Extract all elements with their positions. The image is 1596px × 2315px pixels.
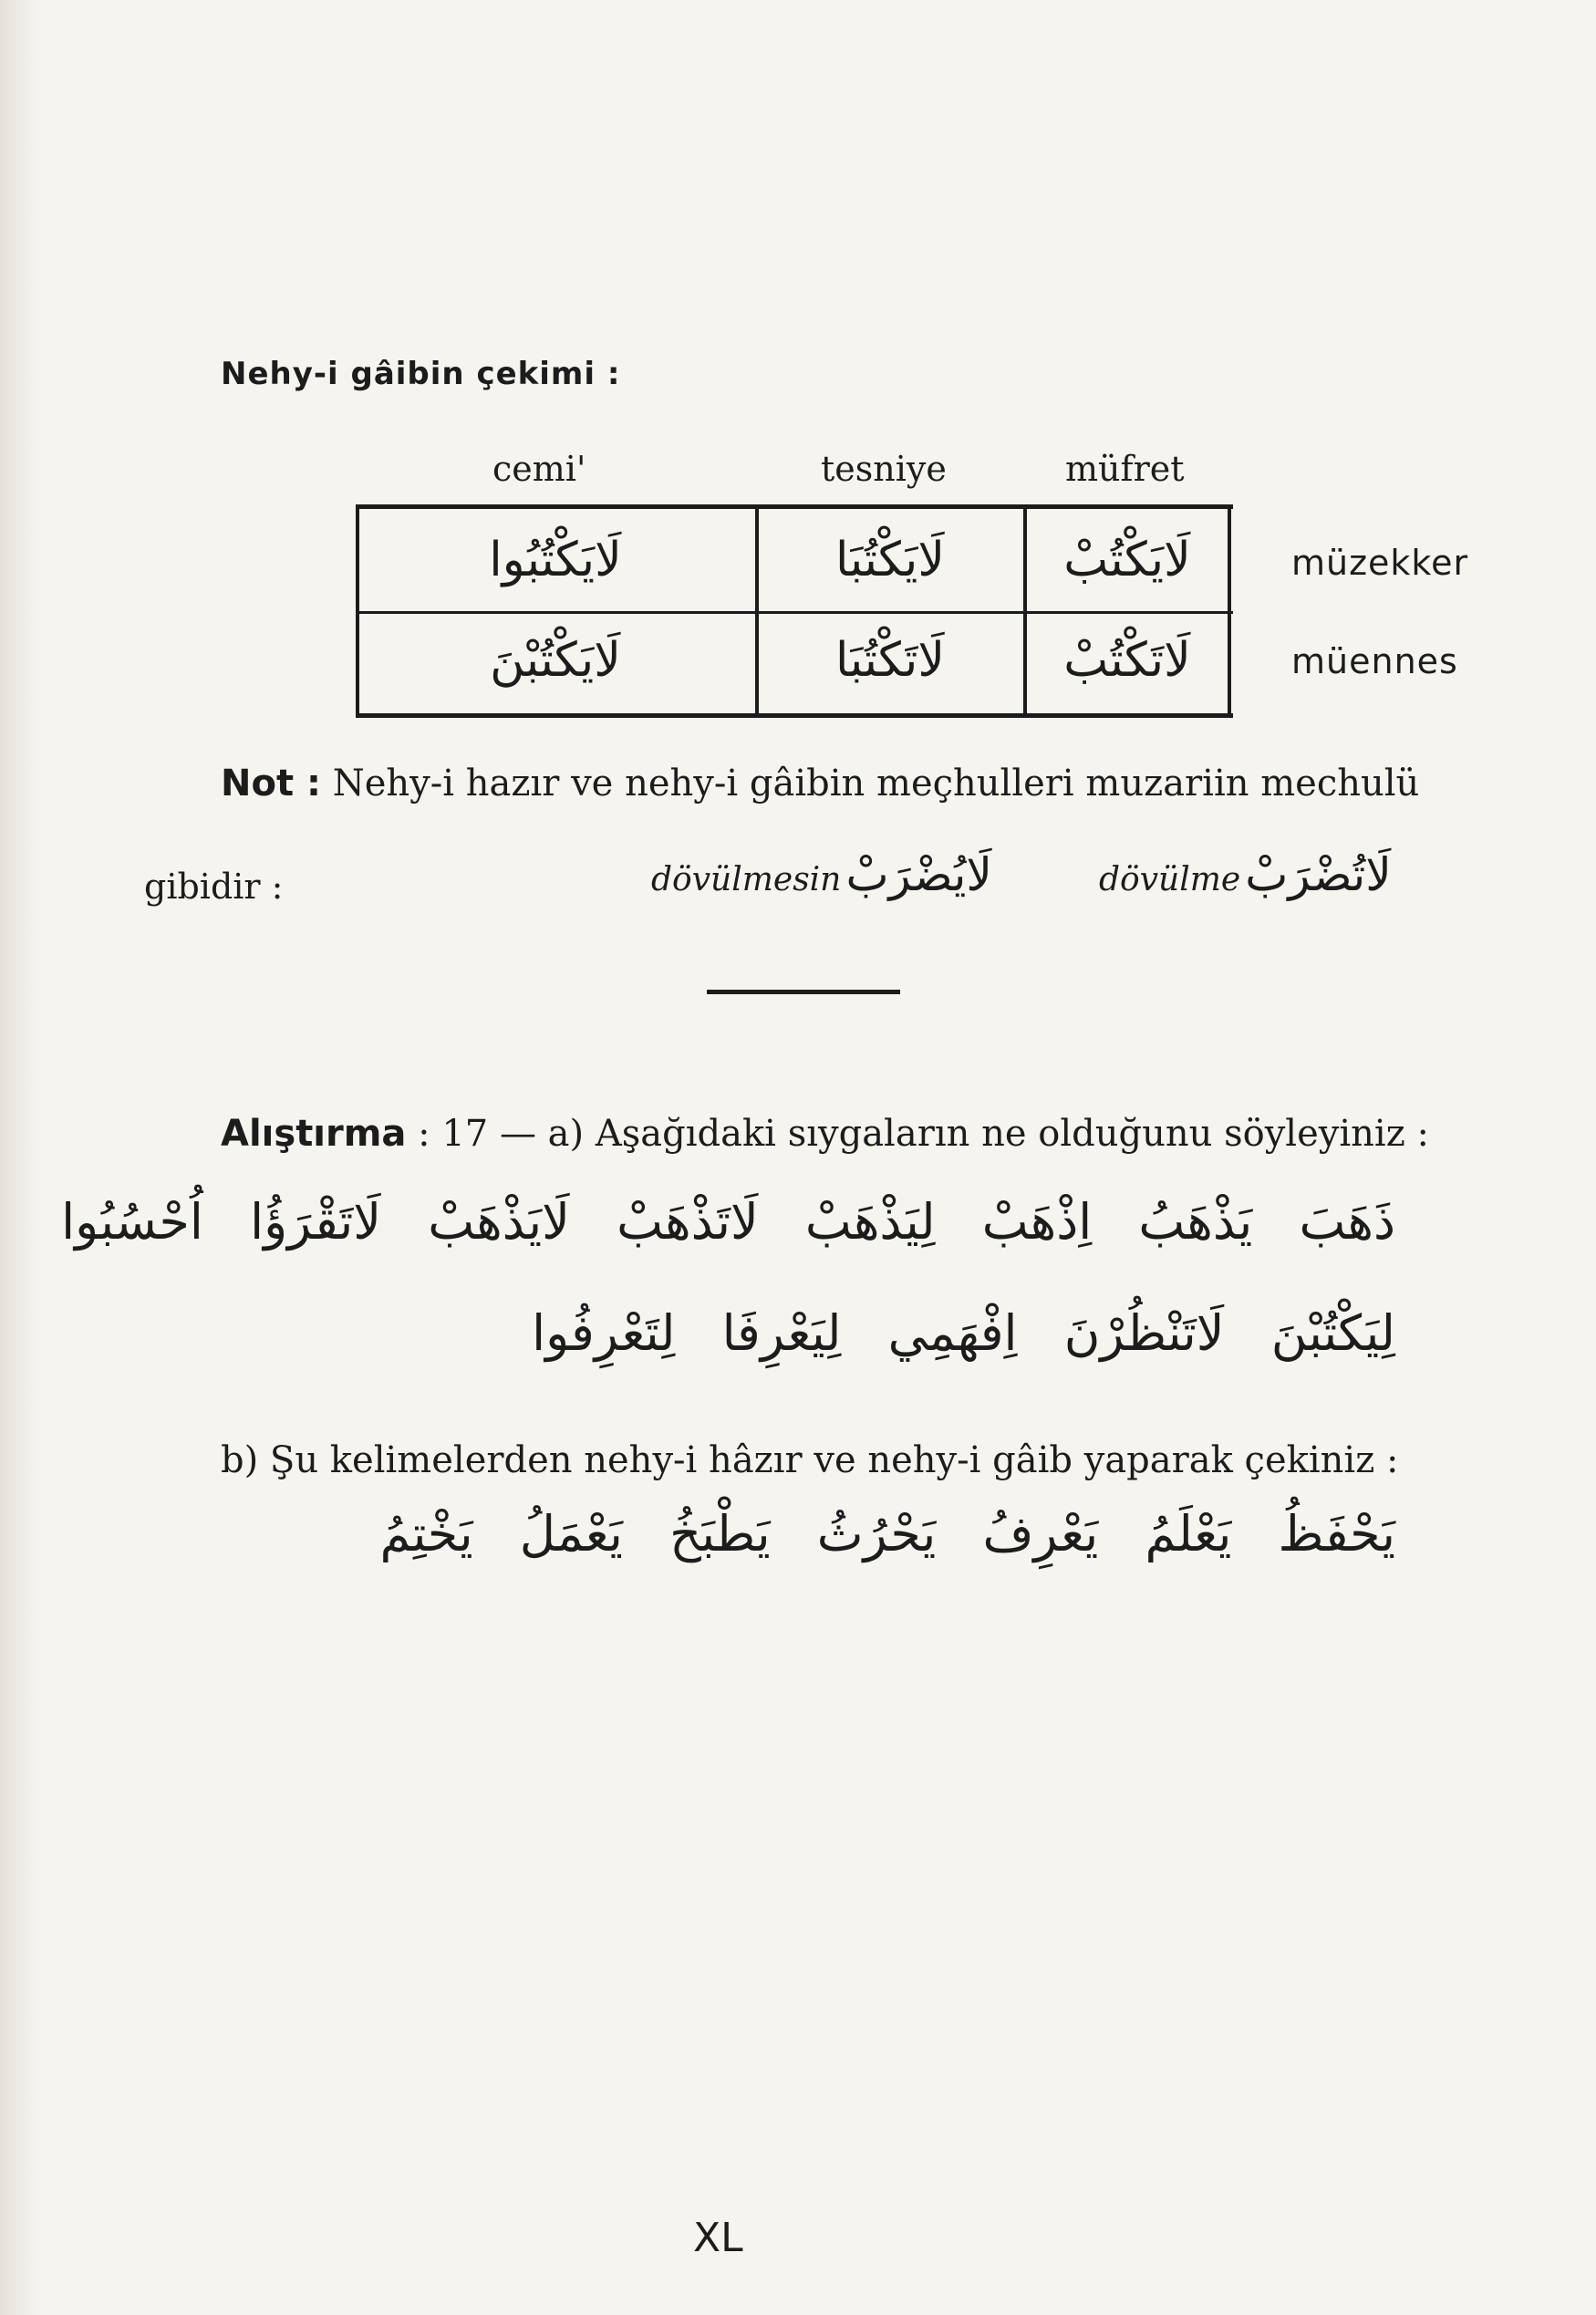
row-label-muennes: müennes: [1291, 641, 1458, 681]
exercise-label: Alıştırma: [221, 1113, 407, 1155]
table-row-divider: [356, 611, 1233, 614]
row-label-muzekker: müzekker: [1291, 543, 1469, 583]
cell-muennes-tesniye: لَاتَكْتُبَا: [834, 633, 946, 688]
exercise-arabic-line-3: يَحْفَظُ يَعْلَمُ يَعْرِفُ يَحْرُثُ يَطْبَخُ يَعْمَلُ يَخْتِمُ: [379, 1505, 1395, 1562]
note-text: Nehy-i hazır ve nehy-i gâibin meçhulleri muzariin mechulü: [332, 763, 1420, 805]
exercise-heading: [221, 1113, 1429, 1155]
example-arabic: لَاتُضْرَبْ: [1245, 848, 1392, 901]
cell-muzekker-cemi: لَايَكْتُبُوا: [489, 533, 622, 587]
note-example-2: [1099, 848, 1392, 901]
example-arabic: لَايُضْرَبْ: [845, 848, 992, 901]
section-divider: [707, 990, 900, 994]
note-label: Not :: [221, 763, 321, 805]
note-line: [221, 763, 1419, 805]
example-translation: dövülme: [1099, 861, 1241, 898]
column-header-mufret: müfret: [1065, 449, 1185, 489]
section-heading: Nehy-i gâibin çekimi :: [221, 356, 621, 392]
cell-muennes-cemi: لَايَكْتُبْنَ: [490, 633, 621, 688]
cell-muzekker-tesniye: لَايَكْتُبَا: [834, 533, 946, 587]
exercise-arabic-line-2: لِيَكْتُبْنَ لَاتَنْظُرْنَ اِفْهَمِي لِيَعْرِفَا لِتَعْرِفُوا: [532, 1304, 1395, 1362]
page-number: XL: [693, 2215, 743, 2261]
note-continuation: gibidir :: [144, 867, 284, 907]
exercise-instruction: : 17 — a) Aşağıdaki sıygaların ne olduğunu söyleyiniz :: [418, 1113, 1429, 1155]
page-edge: [0, 0, 36, 2315]
cell-muennes-mufret: لَاتَكْتُبْ: [1063, 633, 1191, 688]
column-header-cemi: cemi': [492, 449, 586, 489]
exercise-arabic-line-1: ذَهَبَ يَذْهَبُ اِذْهَبْ لِيَذْهَبْ لَاتَذْهَبْ لَايَذْهَبْ لَاتَقْرَؤُا اُحْسُبُوا: [61, 1193, 1395, 1251]
example-translation: dövülmesin: [651, 861, 842, 898]
column-header-tesniye: tesniye: [821, 449, 947, 489]
cell-muzekker-mufret: لَايَكْتُبْ: [1063, 533, 1191, 587]
note-example-1: [651, 848, 992, 901]
exercise-part-b: b) Şu kelimelerden nehy-i hâzır ve nehy-i gâib yaparak çekiniz :: [221, 1439, 1399, 1481]
conjugation-table: [356, 504, 1233, 718]
